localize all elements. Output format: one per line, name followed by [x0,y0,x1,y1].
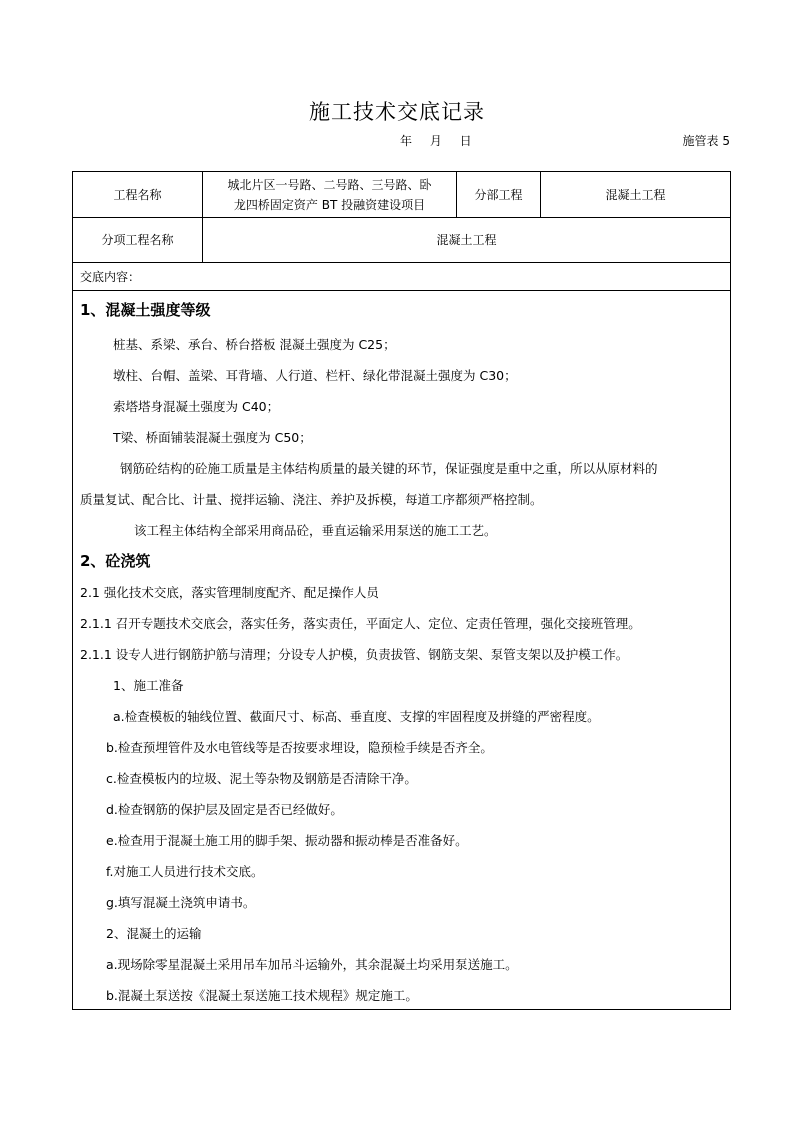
document-title: 施工技术交底记录 [309,100,485,124]
content-line: a.现场除零星混凝土采用吊车加吊斗运输外，其余混凝土均采用泵送施工。 [106,957,518,972]
content-line: f.对施工人员进行技术交底。 [106,864,264,879]
division-value: 混凝土工程 [605,187,666,202]
content-line: T梁、桥面铺装混凝土强度为 C50； [113,430,312,445]
subsection-heading: 1、施工准备 [113,678,184,693]
project-name-line-2: 龙四桥固定资产 BT 投融资建设项目 [233,197,426,212]
content-line: b.混凝土泵送按《混凝土泵送施工技术规程》规定施工。 [106,988,418,1003]
project-name-value [203,172,456,217]
section-heading: 1、混凝土强度等级 [80,301,211,319]
handover-content [73,297,730,1011]
content-line: 质量复试、配合比、计量、搅拌运输、浇注、养护及拆模，每道工序都须严格控制。 [80,492,543,507]
row-divider [73,262,730,263]
content-line: b.检查预埋管件及水电管线等是否按要求埋设，隐预检手续是否齐全。 [106,740,493,755]
content-line: 2.1 强化技术交底，落实管理制度配齐、配足操作人员 [80,585,379,600]
content-line: 2.1.1 召开专题技术交底会，落实任务，落实责任，平面定人、定位、定责任管理，强化交接班管理。 [80,616,641,631]
form-number: 施管表 5 [682,134,730,148]
content-line: 该工程主体结构全部采用商品砼，垂直运输采用泵送的施工工艺。 [134,523,497,538]
subsection-heading: 2、混凝土的运输 [106,926,202,941]
handover-record-table [72,171,731,1010]
content-line: 墩柱、台帽、盖梁、耳背墙、人行道、栏杆、绿化带混凝土强度为 C30； [113,368,517,383]
content-line: g.填写混凝土浇筑申请书。 [106,895,256,910]
content-line: 桩基、系梁、承台、桥台搭板 混凝土强度为 C25； [113,337,396,352]
row-divider [73,290,730,291]
subitem-name-value: 混凝土工程 [436,233,497,247]
section-heading: 2、砼浇筑 [80,552,151,570]
content-line: e.检查用于混凝土施工用的脚手架、振动器和振动棒是否准备好。 [106,833,468,848]
content-line: 钢筋砼结构的砼施工质量是主体结构质量的最关键的环节，保证强度是重中之重，所以从原材料的 [120,461,658,476]
content-line: d.检查钢筋的保护层及固定是否已经做好。 [106,802,343,817]
content-line: c.检查模板内的垃圾、泥土等杂物及钢筋是否清除干净。 [106,771,417,786]
date-line: 年 月 日 [400,134,472,148]
division-label: 分部工程 [474,187,523,202]
project-name-line-1: 城北片区一号路、二号路、三号路、卧 [227,177,432,192]
subitem-name-label: 分项工程名称 [101,233,174,247]
handover-content-label: 交底内容： [80,269,141,284]
content-line: 2.1.1 设专人进行钢筋护筋与清理；分设专人护模，负责拔管、钢筋支架、泵管支架以及护模工作。 [80,647,629,662]
project-name-label: 工程名称 [113,187,162,202]
content-line: a.检查模板的轴线位置、截面尺寸、标高、垂直度、支撑的牢固程度及拼缝的严密程度。 [113,709,600,724]
content-line: 索塔塔身混凝土强度为 C40； [113,399,280,414]
